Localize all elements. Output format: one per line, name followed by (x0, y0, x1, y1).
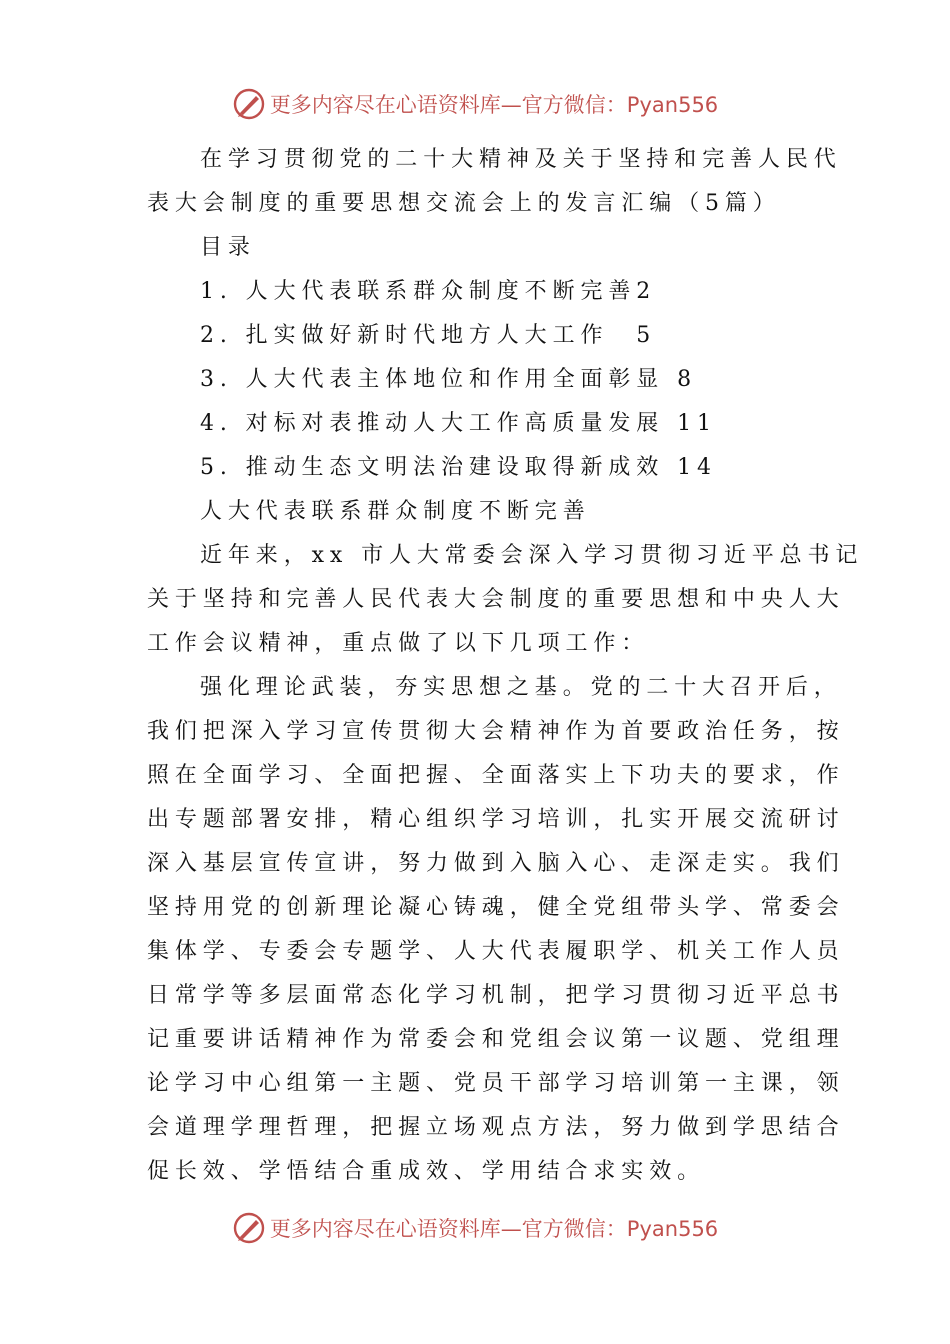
paragraph-line: 强化理论武装，夯实思想之基。党的二十大召开后， (200, 675, 842, 700)
paragraph-line: 照在全面学习、全面把握、全面落实上下功夫的要求，作 (147, 763, 845, 788)
banner-text: 更多内容尽在心语资料库—官方微信：Pyan556 (269, 93, 719, 117)
header-banner (0, 82, 950, 126)
paragraph-line: 记重要讲话精神作为常委会和党组会议第一议题、党组理 (147, 1027, 845, 1052)
paragraph-line: 我们把深入学习宣传贯彻大会精神作为首要政治任务，按 (147, 719, 845, 744)
banner-text: 更多内容尽在心语资料库—官方微信：Pyan556 (269, 1217, 719, 1241)
paragraph-line: 论学习中心组第一主题、党员干部学习培训第一主课，领 (147, 1071, 845, 1096)
paragraph-line: 日常学等多层面常态化学习机制，把学习贯彻习近平总书 (147, 983, 845, 1008)
document-body (147, 138, 864, 1194)
toc-item: 3. 人大代表主体地位和作用全面彰显 8 (200, 367, 697, 392)
paragraph-line: 出专题部署安排，精心组织学习培训，扎实开展交流研讨 (147, 807, 845, 832)
paragraph-line: 深入基层宣传宣讲，努力做到入脑入心、走深走实。我们 (147, 851, 845, 876)
toc-item: 1. 人大代表联系群众制度不断完善2 (200, 279, 657, 304)
paragraph-line: 工作会议精神，重点做了以下几项工作： (147, 631, 650, 656)
toc-item: 2. 扎实做好新时代地方人大工作 5 (200, 323, 657, 348)
paragraph-line: 会道理学理哲理，把握立场观点方法，努力做到学思结合 (147, 1115, 845, 1140)
paragraph-line: 关于坚持和完善人民代表大会制度的重要思想和中央人大 (147, 587, 845, 612)
pen-logo-icon (232, 87, 266, 121)
paragraph-line: 坚持用党的创新理论凝心铸魂，健全党组带头学、常委会 (147, 895, 845, 920)
section-title: 人大代表联系群众制度不断完善 (200, 499, 591, 524)
footer-banner (0, 1206, 950, 1250)
paragraph-line: 促长效、学悟结合重成效、学用结合求实效。 (147, 1159, 706, 1184)
paragraph-line: 集体学、专委会专题学、人大代表履职学、机关工作人员 (147, 939, 845, 964)
paragraph-line: 近年来，xx 市人大常委会深入学习贯彻习近平总书记 (200, 543, 864, 568)
toc-item: 4. 对标对表推动人大工作高质量发展 11 (200, 411, 717, 436)
pen-logo-icon (232, 1211, 266, 1245)
doc-title-line-2: 表大会制度的重要思想交流会上的发言汇编（5篇） (147, 191, 781, 216)
doc-title-line-1: 在学习贯彻党的二十大精神及关于坚持和完善人民代 (200, 147, 842, 172)
toc-heading: 目录 (200, 235, 256, 260)
toc-item: 5. 推动生态文明法治建设取得新成效 14 (200, 455, 717, 480)
